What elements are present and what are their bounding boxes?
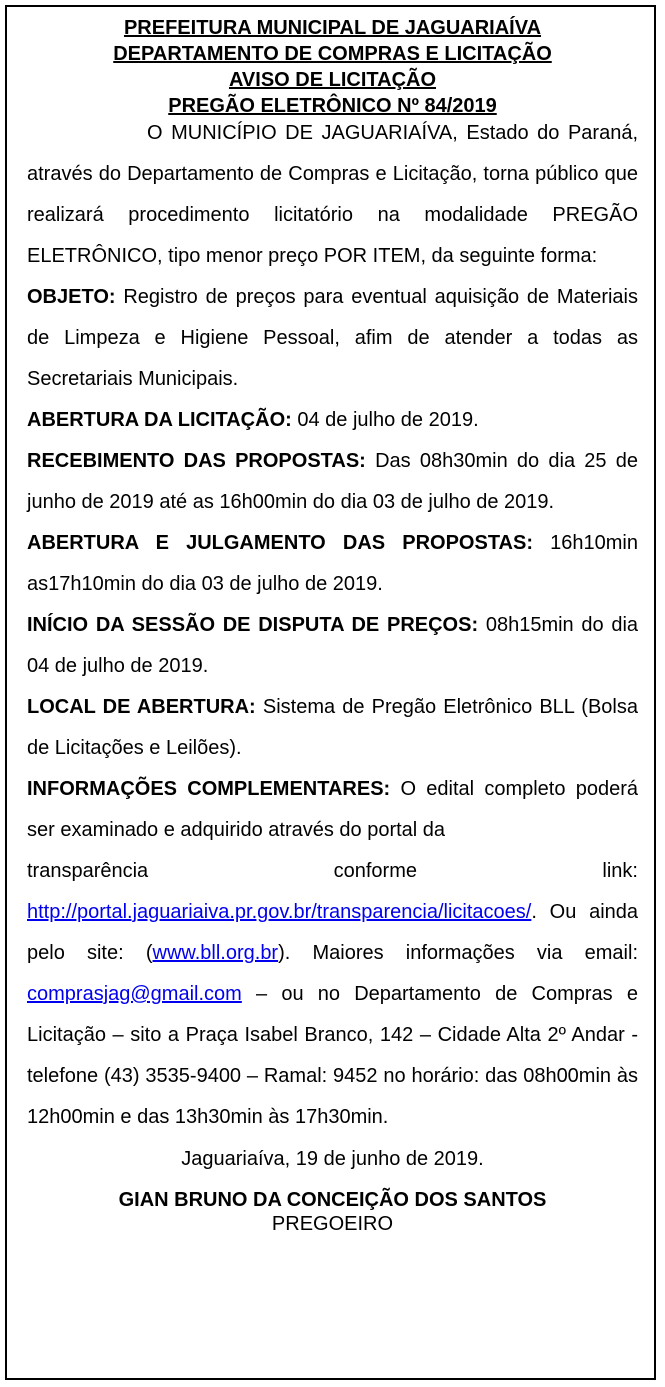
informacoes-text-3: ). Maiores informações via email: xyxy=(278,942,638,964)
informacoes-justified-line xyxy=(27,851,638,892)
disputa-label: INÍCIO DA SESSÃO DE DISPUTA DE PREÇOS: xyxy=(27,614,479,636)
header-pregao-number: PREGÃO ELETRÔNICO Nº 84/2019 xyxy=(168,95,497,117)
recebimento-paragraph xyxy=(27,441,638,523)
recebimento-text: Das 08h30min do dia 25 de junho de 2019 até as 16h00min do dia 03 de julho de 2019. xyxy=(27,450,638,513)
informacoes-paragraph-b xyxy=(27,892,638,1138)
julgamento-text: 16h10min as17h10min do dia 03 de julho de 2019. xyxy=(27,532,638,595)
header-department: DEPARTAMENTO DE COMPRAS E LICITAÇÃO xyxy=(113,43,552,65)
informacoes-text-1: O edital completo poderá ser examinado e adquirido através do portal da xyxy=(27,778,639,841)
intro-paragraph: O MUNICÍPIO DE JAGUARIAÍVA, Estado do Paraná, através do Departamento de Compras e Licitação, torna público que realizará procedimento licitatório na modalidade PREGÃO ELETRÔNICO, tipo menor preço POR ITEM, da seguinte forma: xyxy=(27,122,638,267)
local-label: LOCAL DE ABERTURA: xyxy=(27,696,256,718)
signatory-role: PREGOEIRO xyxy=(271,1213,394,1235)
objeto-label: OBJETO: xyxy=(27,286,116,308)
abertura-label: ABERTURA DA LICITAÇÃO: xyxy=(27,409,292,431)
portal-link[interactable]: http://portal.jaguariaiva.pr.gov.br/transparencia/licitacoes/ xyxy=(27,901,532,923)
disputa-text: 08h15min do dia 04 de julho de 2019. xyxy=(27,614,639,677)
word-transparencia: transparência xyxy=(27,860,149,882)
informacoes-text-2: Ou ainda pelo site: ( xyxy=(27,901,638,964)
julgamento-label: ABERTURA E JULGAMENTO DAS PROPOSTAS: xyxy=(27,532,533,554)
informacoes-label: INFORMAÇÕES COMPLEMENTARES: xyxy=(27,778,391,800)
place-date: Jaguariaíva, 19 de junho de 2019. xyxy=(181,1148,484,1170)
bll-link[interactable]: www.bll.org.br xyxy=(152,942,279,964)
header-notice-type: AVISO DE LICITAÇÃO xyxy=(228,69,437,91)
informacoes-paragraph-a xyxy=(27,769,638,851)
word-conforme: conforme xyxy=(333,860,417,882)
signatory-name: GIAN BRUNO DA CONCEIÇÃO DOS SANTOS xyxy=(118,1189,547,1211)
informacoes-text-4: – ou no Departamento de Compras e Licitação – sito a Praça Isabel Branco, 142 – Cidade Alta 2º Andar - telefone (43) 3535-9400 – Ramal: 9452 no horário: das 08h00min às 12h00min e das 13h30min às 17h30min. xyxy=(27,983,638,1128)
notice-document xyxy=(27,15,638,1236)
abertura-text: 04 de julho de 2019. xyxy=(297,409,479,431)
objeto-paragraph xyxy=(27,277,638,400)
abertura-paragraph xyxy=(27,400,638,441)
word-link: link: xyxy=(602,860,638,882)
julgamento-paragraph xyxy=(27,523,638,605)
objeto-text: Registro de preços para eventual aquisição de Materiais de Limpeza e Higiene Pessoal, afim de atender a todas as Secretariais Municipais. xyxy=(27,286,639,390)
portal-link-period: . xyxy=(531,901,537,923)
recebimento-label: RECEBIMENTO DAS PROPOSTAS: xyxy=(27,450,366,472)
email-link[interactable]: comprasjag@gmail.com xyxy=(27,983,242,1005)
notice-header xyxy=(27,15,638,119)
local-text: Sistema de Pregão Eletrônico BLL (Bolsa de Licitações e Leilões). xyxy=(27,696,638,759)
header-municipality: PREFEITURA MUNICIPAL DE JAGUARIAÍVA xyxy=(123,17,542,39)
local-paragraph xyxy=(27,687,638,769)
disputa-paragraph xyxy=(27,605,638,687)
